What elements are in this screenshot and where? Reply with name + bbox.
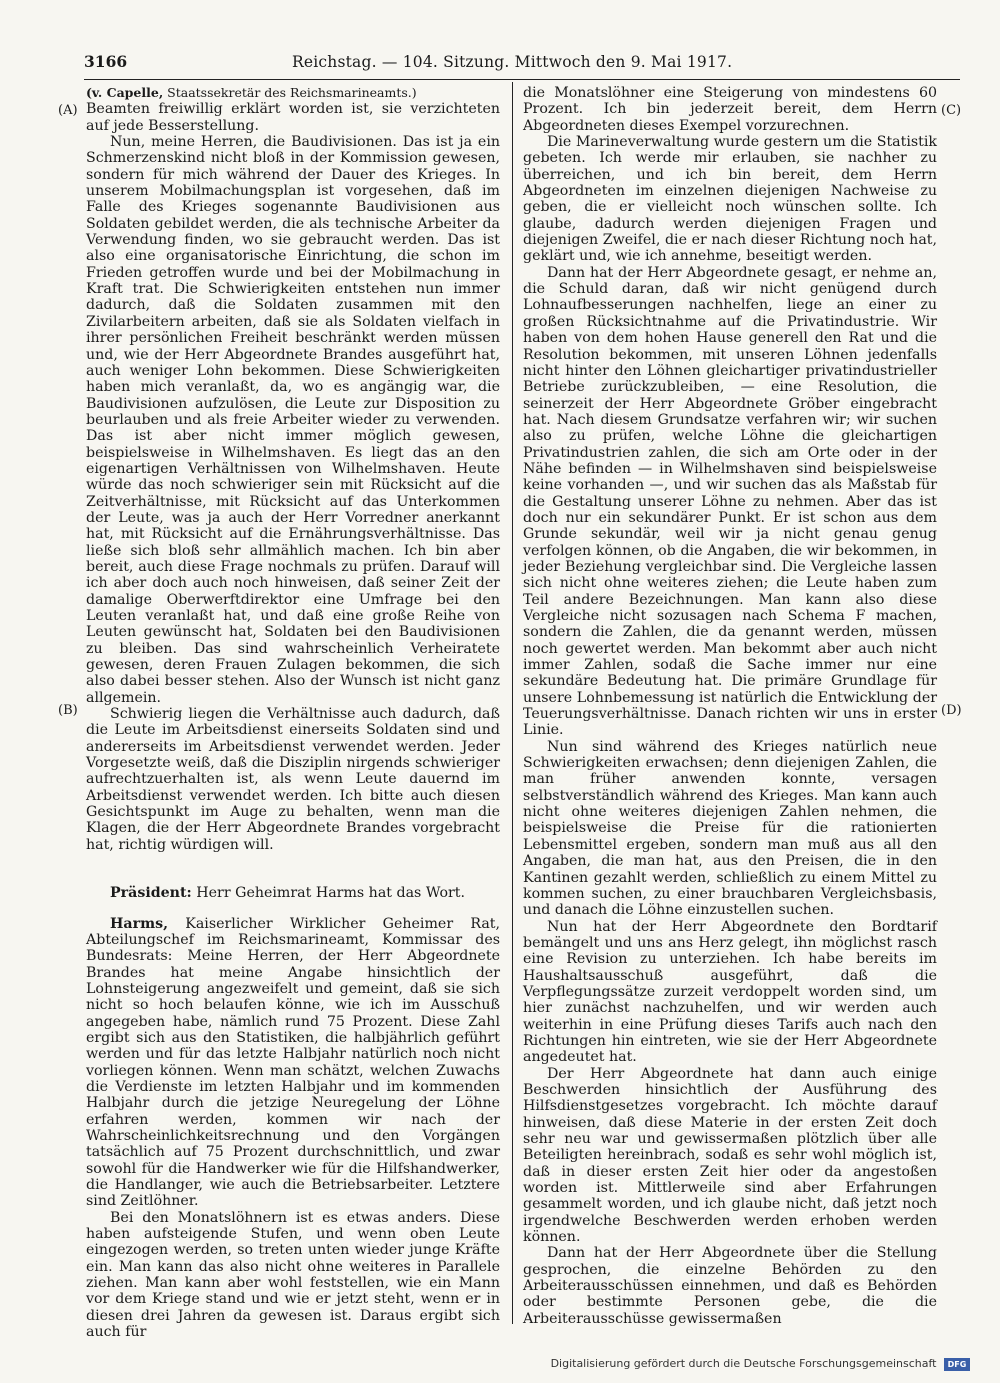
header-rule [84,79,960,80]
dfg-logo-icon: DFG [944,1358,970,1371]
president-remark [86,885,500,901]
page-number: 3166 [84,52,128,71]
president-label: Präsident: [110,885,192,902]
margin-mark-c: (C) [941,103,962,118]
margin-mark-d: (D) [941,703,962,718]
margin-mark-a: (A) [58,103,78,118]
paragraph: Dann hat der Herr Abgeordnete über die Stellung gesprochen, die einzelne Behörden zu den Arbeiterausschüssen einnehmen, und daß es Behörden oder bestimmte Personen gebe, die die Arbeiterausschüsse gewissermaßen [523,1245,937,1327]
paragraph: Beamten freiwillig erklärt worden ist, sie verzichteten auf jede Besserstellung. [86,101,500,134]
paragraph: Dann hat der Herr Abgeordnete gesagt, er nehme an, die Schuld daran, daß wir nicht genügend durch Lohnaufbesserungen nachhelfen, liege an einer zu großen Rücksichtnahme auf die Privatindustrie. Wir haben von dem hohen Hause generell den Rat und die Resolution bekommen, mit unseren Löhnen jedenfalls nicht hinter den Löhnen gleichartiger privatindustrieller Betriebe zurückzubleiben, — eine Resolution, die seinerzeit der Herr Abgeordnete Gröber eingebracht hat. Nach diesem Grundsatze verfahren wir; wir suchen also zu prüfen, welche Löhne die gleichartigen Privatindustrien zahlen, die sich am Orte oder in der Nähe befinden — in Wilhelmshaven sind beispielsweise keine vorhanden —, und wir suchen das als Maßstab für die Gestaltung unserer Löhne zu nehmen. Aber das ist doch nur ein sekundärer Punkt. Er ist schon aus dem Grunde sekundär, weil wir ja nicht genau genug verfolgen können, ob die Angaben, die wir bekommen, in jeder Beziehung vergleichbar sind. Die Vergleiche lassen sich nicht ohne weiteres ziehen; die Leute haben zum Teil andere Bezeichnungen. Man kann also diese Vergleiche nicht sozusagen nach Schema F machen, sondern die Zahlen, die da genannt werden, müssen noch gewertet werden. Man bekommt aber auch nicht immer Zahlen, sodaß die Sache immer nur eine sekundäre Bedeutung hat. Die primäre Grundlage für unsere Lohnbemessung ist natürlich die Entwicklung der Teuerungsverhältnisse. Danach richten wir uns in erster Linie. [523,264,937,739]
paragraph: Nun hat der Herr Abgeordnete den Bordtarif bemängelt und uns ans Herz gelegt, ihn möglichst rasch eine Revision zu unterziehen. Ich habe bereits im Haushaltsausschuß ausgeführt, daß die Verpflegungssätze zurzeit verdoppelt worden sind, um hier zunächst nachzuhelfen, und wir werden auch weiterhin in eine Prüfung dieses Tarifs auch nach den Richtungen hin eintreten, wie sie der Herr Abgeordnete angedeutet hat. [523,918,937,1066]
page-header [84,50,960,74]
harms-name: Harms, [110,915,169,932]
paragraph: Bei den Monatslöhnern ist es etwas anders. Diese haben aufsteigende Stufen, und wenn oben Leute eingezogen werden, so treten unten wieder junge Kräfte ein. Man kann das also nicht ohne weiteres in Parallele ziehen. Man kann aber wohl feststellen, wie ein Mann vor dem Kriege stand und wie er jetzt steht, wenn er in diesen drei Jahren da gewesen ist. Daraus ergibt sich auch für [86,1209,500,1341]
running-title: Reichstag. — 104. Sitzung. Mittwoch den 9. Mai 1917. [292,53,733,71]
speaker-caption [86,85,500,101]
harms-speech [86,916,500,1210]
paragraph: Nun, meine Herren, die Baudivisionen. Das ist ja ein Schmerzenskind nicht bloß in der Kommission gewesen, sondern für mich während der Dauer des Krieges. In unserem Mobilmachungsplan ist vorgesehen, daß im Falle des Krieges sogenannte Baudivisionen aus Soldaten gebildet werden, die als technische Arbeiter da Verwendung finden, wo sie gebraucht werden. Das ist also eine organisatorische Einrichtung, die schon im Frieden getroffen wurde und bei der Mobilmachung in Kraft trat. Die Schwierigkeiten entstehen nun immer dadurch, daß die Soldaten zusammen mit den Zivilarbeitern arbeiten, daß sie als Soldaten vielfach in ihrer persönlichen Freiheit beschränkt werden müssen und, wie der Herr Abgeordnete Brandes ausgeführt hat, auch weniger Lohn bekommen. Diese Schwierigkeiten haben mich veranlaßt, da, wo es angängig war, die Baudivisionen aufzulösen, die Leute zur Disposition zu beurlauben und als freie Arbeiter wieder zu verwenden. Das ist aber nicht immer möglich gewesen, beispielsweise in Wilhelmshaven. Es liegt das an den eigenartigen Verhältnissen von Wilhelmshaven. Heute würde das noch schwieriger sein mit Rücksicht auf die Zeitverhältnisse, mit Rücksicht auf das Unterkommen der Leute, was ja auch der Herr Vorredner anerkannt hat, mit Rücksicht auf die Ernährungsverhältnisse. Das ließe sich bloß sehr allmählich machen. Ich bin aber bereit, auch diese Frage nochmals zu prüfen. Darauf will ich aber doch auch noch hinweisen, daß seiner Zeit der damalige Oberwerftdirektor eine Umfrage bei den Leuten veranlaßt hat, und daß eine große Reihe von Leuten gewünscht hat, Soldaten bei den Baudivisionen zu bleiben. Das sind wahrscheinlich Verheiratete gewesen, deren Frauen Zulagen bekommen, die sich also dabei besser stehen. Also der Wunsch ist nicht ganz allgemein. [86,134,500,706]
paragraph: Nun sind während des Krieges natürlich neue Schwierigkeiten erwachsen; denn diejenigen Zahlen, die man früher anwenden konnte, versagen selbstverständlich während des Krieges. Man kann auch nicht ohne weiteres diejenigen Zahlen nehmen, die beispielsweise die Preise für die rationierten Lebensmittel ergeben, sondern man muß aus all den Angaben, die man hat, aus den Preisen, die in den Kantinen gezahlt werden, schließlich zu einem Mittel zu kommen suchen, zu einer brauchbaren Vergleichsbasis, und danach die Löhne einzustellen suchen. [523,738,937,919]
left-column [86,85,500,1341]
column-divider [512,82,513,1324]
caption-speaker-role: Staatssekretär des Reichsmarineamts.) [167,85,417,100]
caption-speaker-name: (v. Capelle, [86,85,164,100]
margin-mark-b: (B) [58,703,78,718]
president-text: Herr Geheimrat Harms hat das Wort. [196,885,465,902]
paragraph: Die Marineverwaltung wurde gestern um die Statistik gebeten. Ich werde mir erlauben, sie nachher zu überreichen, und ich bin bereit, dem Herrn Abgeordneten im einzelnen diejenigen Nachweise zu geben, die er vielleicht noch wünschen sollte. Ich glaube, dadurch werden diejenigen Fragen und diejenigen Zweifel, die er nach dieser Richtung noch hat, geklärt und, wie ich annehme, beseitigt werden. [523,134,937,265]
paragraph: Der Herr Abgeordnete hat dann auch einige Beschwerden hinsichtlich der Ausführung des Hilfsdienstgesetzes vorgebracht. Ich möchte darauf hinweisen, daß diese Materie in der ersten Zeit doch sehr neu war und gewissermaßen plötzlich über alle Beteiligten hereinbrach, sodaß es sehr wohl möglich ist, daß in dieser ersten Zeit hier oder da angestoßen worden ist. Mittlerweile sind aber Erfahrungen gesammelt worden, und ich glaube nicht, daß jetzt noch irgendwelche Beschwerden werden erhoben werden können. [523,1065,937,1246]
paragraph: Schwierig liegen die Verhältnisse auch dadurch, daß die Leute im Arbeitsdienst einerseits Soldaten sind und andererseits im Arbeitsdienst verwendet werden. Jeder Vorgesetzte weiß, daß die Disziplin nirgends schwieriger aufrechtzuerhalten ist, als wenn Leute dauernd im Arbeitsdienst verwendet werden. Ich bitte auch diesen Gesichtspunkt im Auge zu behalten, wenn man die Klagen, die der Herr Abgeordnete Brandes vorgebracht hat, richtig würdigen will. [86,706,500,853]
paragraph: die Monatslöhner eine Steigerung von mindestens 60 Prozent. Ich bin jederzeit bereit, dem Herrn Abgeordneten dieses Exempel vorzurechnen. [523,85,937,134]
footer-text: Digitalisierung gefördert durch die Deutsche Forschungsgemeinschaft [550,1357,937,1370]
footer [551,1354,970,1374]
harms-text: Kaiserlicher Wirklicher Geheimer Rat, Abteilungschef im Reichsmarineamt, Kommissar des Bundesrats: Meine Herren, der Herr Abgeordnete Brandes hat meine Angabe hinsichtlich der Lohnsteigerung angezweifelt und gemeint, daß sie sich nicht so hoch belaufen könne, wie ich im Ausschuß angegeben habe, nämlich rund 75 Prozent. Diese Zahl ergibt sich aus den Statistiken, die halbjährlich geführt werden und für das letzte Halbjahr natürlich noch nicht vorliegen können. Wenn man schätzt, welchen Zuwachs die Verdienste im letzten Halbjahr und im kommenden Halbjahr durch die jetzige Neuregelung der Löhne erfahren werden, kommen wir nach der Wahrscheinlichkeitsrechnung und den Vorgängen tatsächlich auf 75 Prozent durchschnittlich, und zwar sowohl für die Handwerker wie für die Hilfshandwerker, die Handlanger, wie auch die Betriebsarbeiter. Letztere sind Zeitlöhner. [86,915,500,1210]
right-column [523,85,937,1325]
